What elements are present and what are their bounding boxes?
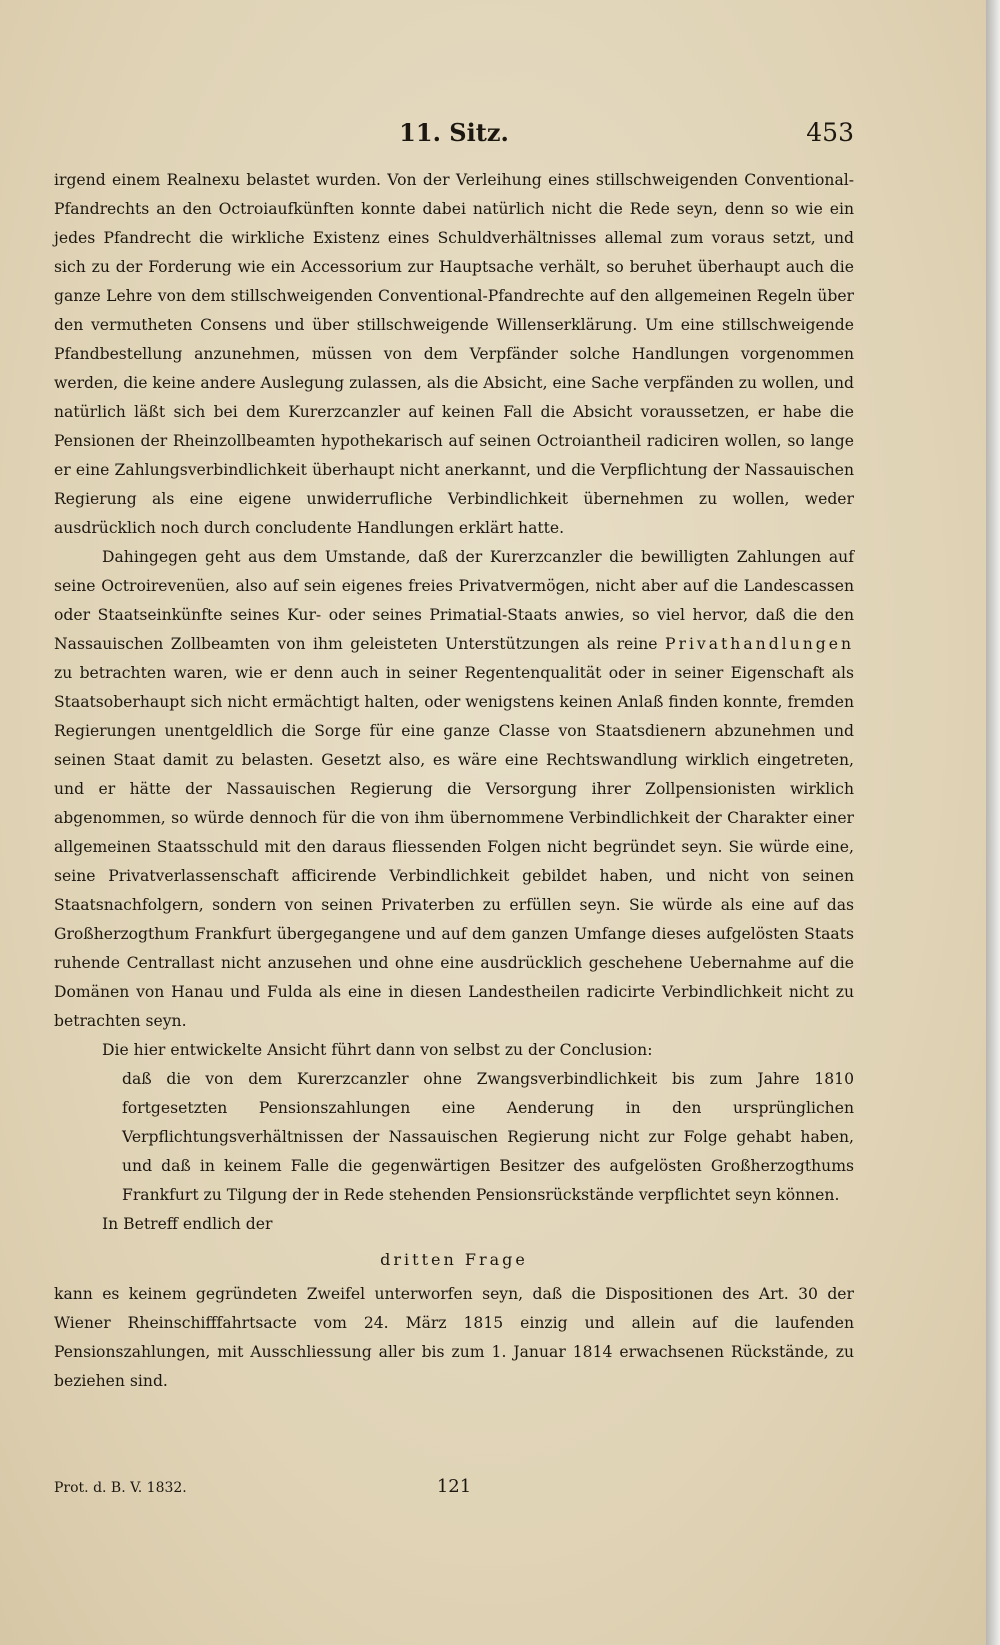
paragraph-1: irgend einem Realnexu belastet wurden. Von der Verleihung eines stillschweigenden Conventional-Pfandrechts an den Octroiaufkünften konnte dabei natürlich nicht die Rede seyn, denn so wie ein jedes Pfandrecht die wirkliche Existenz eines Schuldverhältnisses allemal zum voraus setzt, und sich zu der Forderung wie ein Accessorium zur Hauptsache verhält, so beruhet überhaupt auch die ganze Lehre von dem stillschweigenden Conventional-Pfandrechte auf den allgemeinen Regeln über den vermutheten Consens und über stillschweigende Willenserklärung. Um eine stillschweigende Pfandbestellung anzunehmen, müssen von dem Verpfänder solche Handlungen vorgenommen werden, die keine andere Auslegung zulassen, als die Absicht, eine Sache verpfänden zu wollen, und natürlich läßt sich bei dem Kurerzcanzler auf keinen Fall die Absicht voraussetzen, er habe die Pensionen der Rheinzollbeamten hypothekarisch auf seinen Octroiantheil radiciren wollen, so lange er eine Zahlungsverbindlichkeit überhaupt nicht anerkannt, und die Verpflichtung der Nassauischen Regierung als eine eigene unwiderrufliche Verbindlichkeit übernehmen zu wollen, weder ausdrücklich noch durch concludente Handlungen erklärt hatte. (54, 171, 854, 537)
page-footer (54, 1476, 854, 1506)
paragraph-6: kann es keinem gegründeten Zweifel unterworfen seyn, daß die Dispositionen des Art. 30 der Wiener Rheinschifffahrtsacte vom 24. März 1815 einzig und allein auf die laufenden Pensionszahlungen, mit Ausschliessung aller bis zum 1. Januar 1814 erwachsenen Rückstände, zu beziehen sind. (54, 1285, 854, 1390)
paragraph-5: In Betreff endlich der (102, 1215, 273, 1233)
sheet-number: 121 (436, 1476, 472, 1497)
page-header (54, 118, 854, 154)
conclusion-paragraph: daß die von dem Kurerzcanzler ohne Zwangsverbindlichkeit bis zum Jahre 1810 fortgesetzten Pensionszahlungen eine Aenderung in den ursprünglichen Verpflichtungsverhältnissen der Nassauischen Regierung nicht zur Folge gehabt haben, und daß in keinem Falle die gegenwärtigen Besitzer des aufgelösten Großherzogthums Frankfurt zu Tilgung der in Rede stehenden Pensionsrückstände verpflichtet seyn können. (122, 1070, 854, 1204)
page-number: 453 (806, 118, 854, 147)
signature-mark: Prot. d. B. V. 1832. (54, 1480, 187, 1496)
section-heading: dritten Frage (380, 1250, 528, 1269)
paragraph-2-part-2: zu betrachten waren, wie er denn auch in seiner Regentenqualität oder in seiner Eigenschaft als Staatsoberhaupt sich nicht ermächtigt halten, oder wenigstens keinen Anlaß finden konnte, fremden Regierungen unentgeldlich die Sorge für eine ganze Classe von Staatsdienern abzunehmen und seinen Staat damit zu belasten. Gesetzt also, es wäre eine Rechtswandlung wirklich eingetreten, und er hätte der Nassauischen Regierung die Versorgung ihrer Zollpensionisten wirklich abgenommen, so würde dennoch für die von ihm übernommene Verbindlichkeit der Charakter einer allgemeinen Staatsschuld mit den daraus fliessenden Folgen nicht begründet seyn. Sie würde eine, seine Privatverlassenschaft afficirende Verbindlichkeit gebildet haben, und nicht von seinen Staatsnachfolgern, sondern von seinen Privaterben zu erfüllen seyn. Sie würde als eine auf das Großherzogthum Frankfurt übergegangene und auf dem ganzen Umfange dieses aufgelösten Staats ruhende Centrallast nicht anzusehen und ohne eine ausdrücklich geschehene Uebernahme auf die Domänen von Hanau und Fulda als eine in diesen Landestheilen radicirte Verbindlichkeit nicht zu betrachten seyn. (54, 664, 854, 1030)
paragraph-3: Die hier entwickelte Ansicht führt dann von selbst zu der Conclusion: (102, 1041, 653, 1059)
session-title: 11. Sitz. (399, 118, 509, 147)
paragraph-2 (54, 543, 854, 1036)
emphasis-privathandlungen: Privathandlungen (665, 635, 854, 653)
paragraph-2-part-1: Dahingegen geht aus dem Umstande, daß der Kurerzcanzler die bewilligten Zahlungen auf seine Octroirevenüen, also auf sein eigenes freies Privatvermögen, nicht aber auf die Landescassen oder Staatseinkünfte seines Kur- oder seines Primatial-Staats anwies, so viel hervor, daß die den Nassauischen Zollbeamten von ihm geleisteten Unterstützungen als reine (54, 548, 854, 653)
body-text (54, 166, 854, 1396)
page-edge (986, 0, 1000, 1645)
